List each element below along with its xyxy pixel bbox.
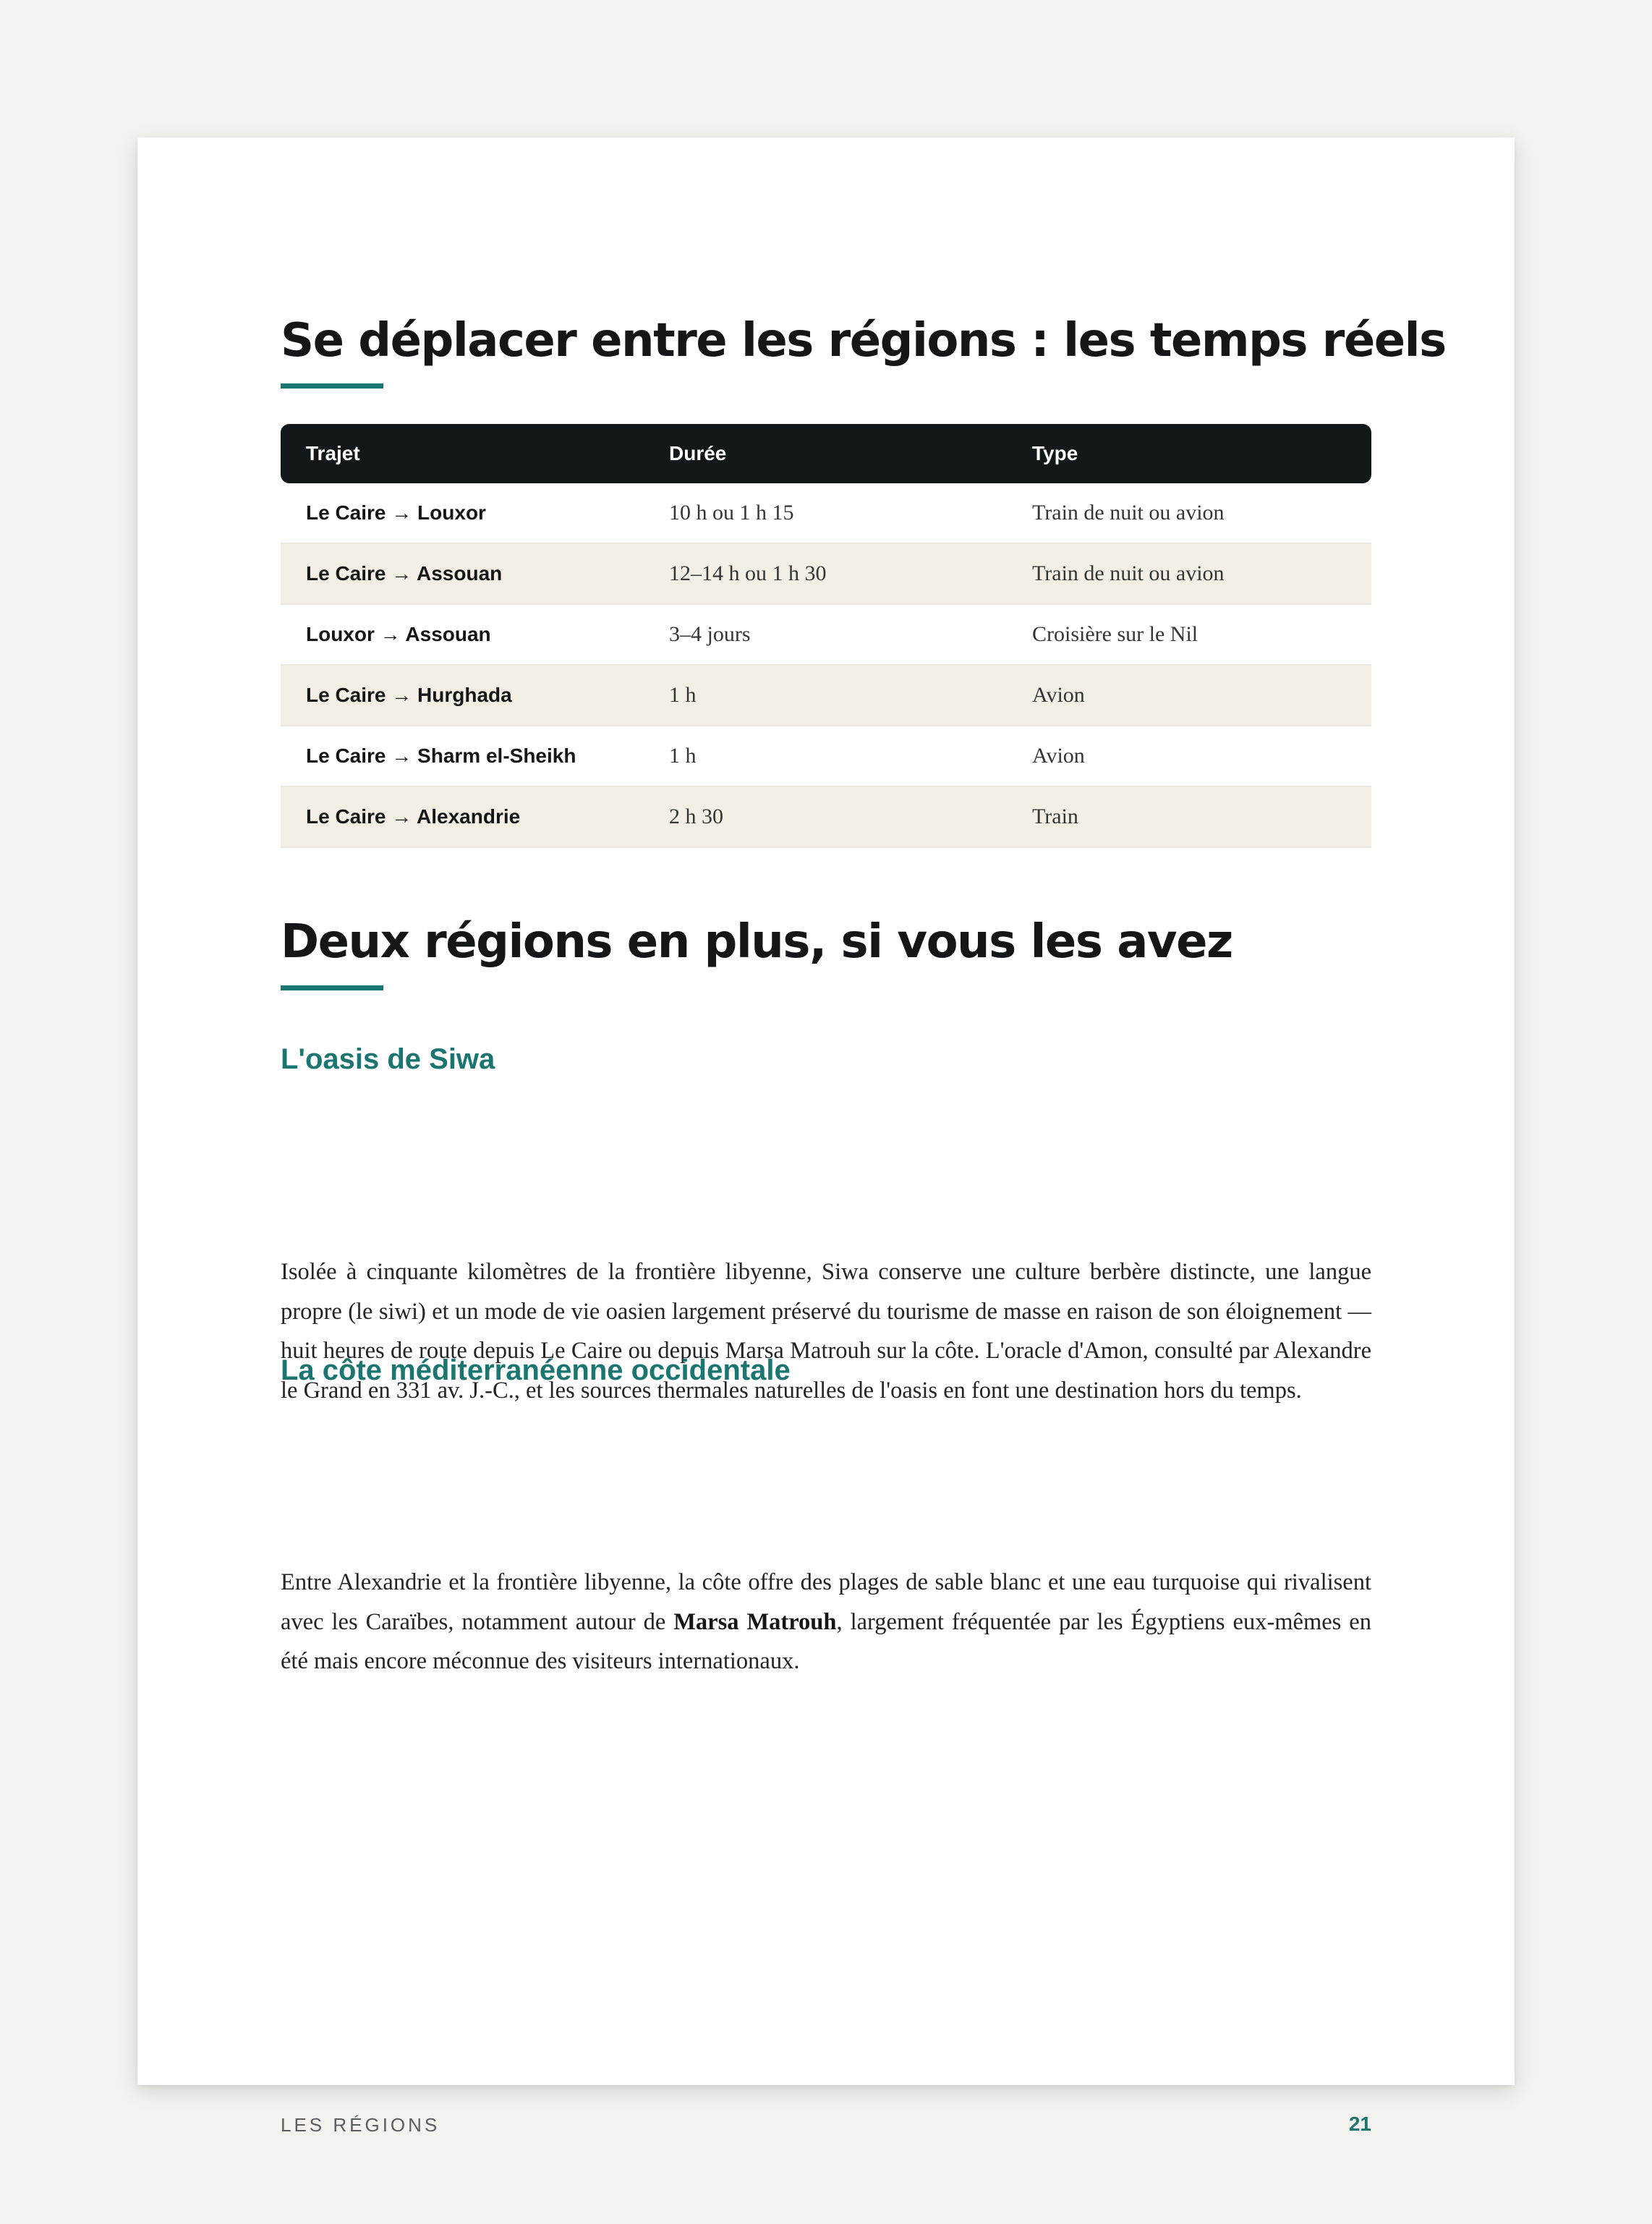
footer-page-number: 21	[1348, 2113, 1371, 2135]
route-cell: Louxor → Assouan	[306, 623, 491, 645]
footer-section-label: LES RÉGIONS	[281, 2114, 440, 2136]
table-row	[281, 726, 1371, 787]
title-underline	[281, 383, 383, 389]
paragraph-siwa: Isolée à cinquante kilomètres de la frontière libyenne, Siwa conserve une culture berbère distincte, une langue propre (le siwi) et un mode de vie oasien largement préservé du tourisme de masse en raison de son éloignement — huit heures de route depuis Le Caire ou depuis Marsa Matrouh sur la côte. L'oracle d'Amon, consulté par Alexandre le Grand en 331 av. J.-C., et les sources thermales naturelles de l'oasis en font une destination hors du temps.	[281, 1259, 1371, 1404]
table-header	[281, 424, 1371, 483]
title-underline	[281, 985, 383, 990]
table-row	[281, 483, 1371, 544]
route-cell: Le Caire → Assouan	[306, 562, 503, 585]
type-cell: Avion	[1032, 744, 1085, 768]
table-row	[281, 544, 1371, 605]
type-cell: Train	[1032, 805, 1078, 828]
paragraph-text: , largement fréquentée par les Égyptiens eux-mêmes en été mais encore méconnue des visiteurs internationaux.	[281, 1608, 1371, 1674]
route-cell: Le Caire → Sharm el-Sheikh	[306, 744, 576, 767]
header-type: Type	[1032, 442, 1078, 464]
duration-cell: 3–4 jours	[669, 622, 751, 646]
type-cell: Train de nuit ou avion	[1032, 501, 1225, 525]
route-cell: Le Caire → Hurghada	[306, 684, 512, 706]
route-cell: Le Caire → Alexandrie	[306, 805, 521, 828]
table-row	[281, 787, 1371, 848]
header-duration: Durée	[669, 442, 727, 464]
table-row	[281, 605, 1371, 666]
bold-place-name: Marsa Matrouh	[673, 1608, 837, 1635]
table-row	[281, 666, 1371, 726]
duration-cell: 10 h ou 1 h 15	[669, 501, 794, 525]
duration-cell: 2 h 30	[669, 805, 723, 828]
travel-times-table	[281, 424, 1371, 848]
duration-cell: 1 h	[669, 744, 697, 768]
route-cell: Le Caire → Louxor	[306, 501, 486, 524]
subheading-coast: La côte méditerranéenne occidentale	[281, 1354, 791, 1386]
subheading-siwa: L'oasis de Siwa	[281, 1043, 495, 1075]
type-cell: Croisière sur le Nil	[1032, 622, 1198, 646]
page	[137, 137, 1515, 2136]
paragraph-coast	[281, 1563, 1371, 1681]
duration-cell: 12–14 h ou 1 h 30	[669, 561, 827, 585]
section-title-travel-times: Se déplacer entre les régions : les temps réels	[281, 314, 1446, 368]
paragraph-text: Entre Alexandrie et la frontière libyenne, la côte offre des plages de sable blanc et une eau turquoise qui rivalisent avec les Caraïbes, notamment autour de	[281, 1569, 1371, 1635]
type-cell: Train de nuit ou avion	[1032, 561, 1225, 585]
type-cell: Avion	[1032, 683, 1085, 707]
header-route: Trajet	[306, 442, 360, 464]
duration-cell: 1 h	[669, 683, 697, 707]
section-title-extra-regions: Deux régions en plus, si vous les avez	[281, 915, 1232, 969]
